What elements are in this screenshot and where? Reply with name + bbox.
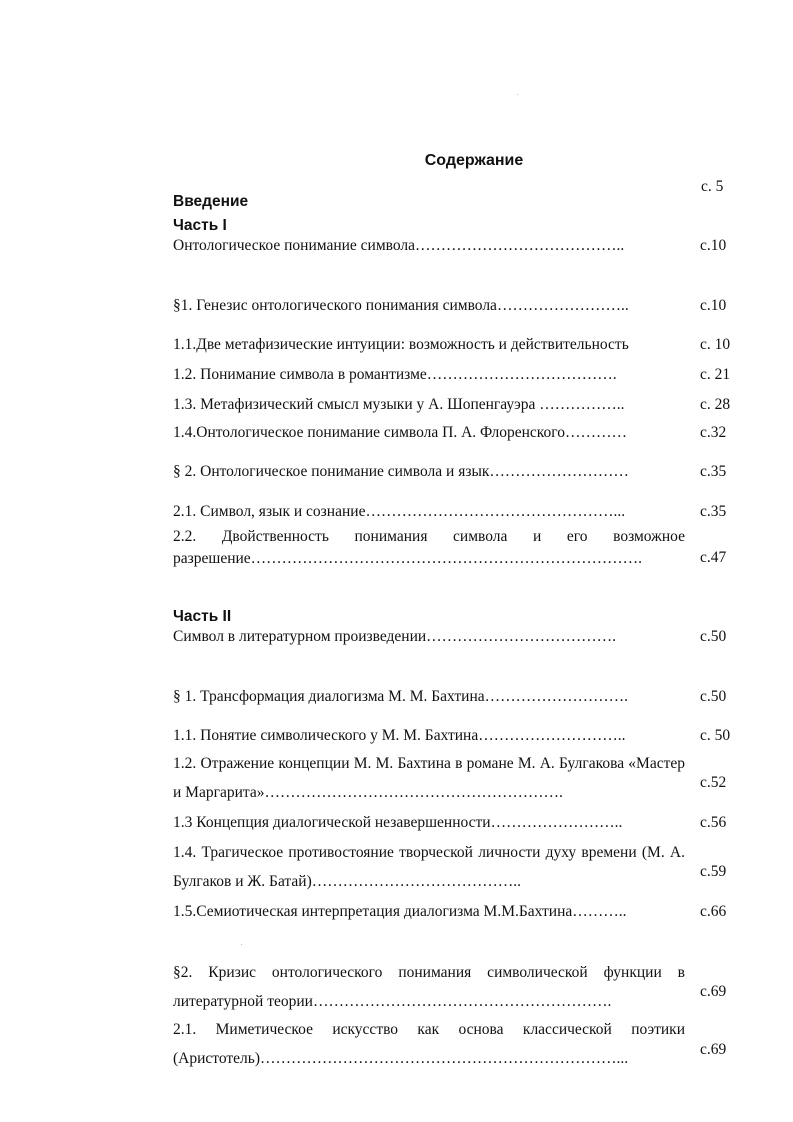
toc-entry-text: § 1. Трансформация диалогизма М. М. Бахтина………………………. [173, 688, 629, 705]
toc-entry-page: с.10 [700, 237, 727, 254]
toc-entry-text: §2. Кризис онтологического понимания символической функции в литературной теории…………………………………………………. [173, 964, 685, 1010]
toc-entry-page: с.47 [700, 549, 727, 566]
scan-speck [241, 944, 242, 945]
toc-entry-text: 1.2. Отражение концепции М. М. Бахтина в романе М. А. Булгакова «Мастер и Маргарита»…………………………………………………. [173, 755, 685, 801]
toc-entry-text: 1.3. Метафизический смысл музыки у А. Шопенгауэра …………….. [173, 396, 625, 413]
page-title: Содержание [424, 152, 524, 169]
toc-entry-text: 1.4. Трагическое противостояние творческой личности духу времени (М. А. Булгаков и Ж. Батай)………………………………….. [173, 844, 685, 890]
toc-entry-text: 1.1. Понятие символического у М. М. Бахтина……………………….. [173, 727, 626, 744]
toc-entry-page: с.69 [700, 983, 727, 1000]
toc-entry-page: с.35 [700, 463, 727, 480]
toc-entry-text: 2.1. Миметическое искусство как основа классической поэтики (Аристотель)……………………………………………………………... [173, 1021, 685, 1067]
heading-part-1: Часть I [173, 217, 227, 234]
toc-entry-text: 1.5.Семиотическая интерпретация диалогизма М.М.Бахтина……….. [173, 903, 627, 920]
toc-entry-text: 2.2. Двойственность понимания символа и его возможное разрешение…………………………………………………………………. [173, 528, 685, 567]
toc-entry-text: 1.2. Понимание символа в романтизме………………………………. [173, 366, 617, 383]
heading-part-2: Часть II [173, 608, 232, 625]
toc-entry-page: с.66 [700, 903, 727, 920]
toc-entry-page: с. 21 [700, 366, 731, 383]
toc-entry-page: с. 10 [700, 336, 731, 353]
toc-entry-text: Онтологическое понимание символа………………………………….. [173, 237, 625, 254]
toc-entry-page: с.35 [700, 503, 727, 520]
intro-page-number: с. 5 [701, 178, 724, 195]
toc-entry-page: с. 50 [700, 727, 731, 744]
toc-entry-text: Символ в литературном произведении………………………………. [173, 628, 617, 645]
toc-entry-page: с.50 [700, 628, 727, 645]
toc-entry-page: с.52 [700, 774, 727, 791]
heading-introduction: Введение [173, 193, 249, 210]
toc-entry-page: с.32 [700, 424, 727, 441]
toc-entry-page: с.50 [700, 688, 727, 705]
toc-entry-page: с.59 [700, 863, 727, 880]
toc-entry-text: 1.1.Две метафизические интуиции: возможность и действительность [173, 336, 629, 353]
toc-entry-text: § 2. Онтологическое понимание символа и язык……………………… [173, 463, 629, 480]
toc-entry-text: 1.3 Концепция диалогической незавершенности…………………….. [173, 814, 623, 831]
toc-entry-page: с.56 [700, 814, 727, 831]
toc-entry-page: с.69 [700, 1041, 727, 1058]
toc-entry-text: 2.1. Символ, язык и сознание…………………………………………... [173, 503, 626, 520]
toc-entry-page: с. 28 [700, 396, 731, 413]
toc-entry-page: с.10 [700, 297, 727, 314]
toc-entry-text: 1.4.Онтологическое понимание символа П. А. Флоренского………… [173, 424, 628, 441]
toc-entry-text: §1. Генезис онтологического понимания символа…………………….. [173, 297, 629, 314]
scan-speck [517, 94, 518, 95]
